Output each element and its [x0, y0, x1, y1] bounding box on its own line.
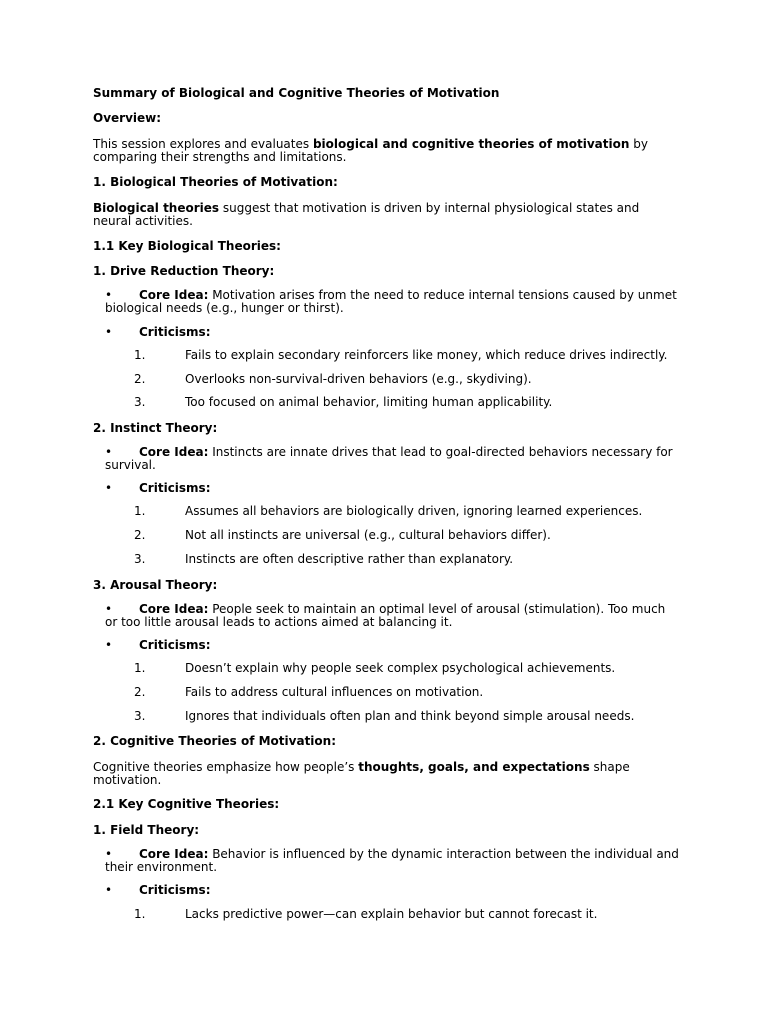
list-number: 2.	[134, 528, 146, 542]
criticism-item: Doesn’t explain why people seek complex psychological achievements.	[185, 661, 616, 675]
criticism-item: Ignores that individuals often plan and think beyond simple arousal needs.	[185, 709, 635, 723]
list-number: 1.	[134, 504, 146, 518]
list-number: 2.	[134, 685, 146, 699]
bullet-glyph: •	[105, 847, 113, 861]
criticism-item: Overlooks non-survival-driven behaviors (e.g., skydiving).	[185, 372, 532, 386]
criticism-item: Fails to explain secondary reinforcers like money, which reduce drives indirectly.	[185, 348, 668, 362]
criticism-item: Fails to address cultural influences on motivation.	[185, 685, 484, 699]
cognitive-intro-bold: thoughts, goals, and expectations	[358, 760, 590, 774]
core-idea-text: Motivation arises from the need to reduce internal tensions caused by unmet biological needs (e.g., hunger or thirst).	[105, 288, 677, 315]
bullet-glyph: •	[105, 325, 113, 339]
bullet-glyph: •	[105, 602, 113, 616]
list-number: 1.	[134, 661, 146, 675]
bullet-glyph: •	[105, 445, 113, 459]
document-title: Summary of Biological and Cognitive Theories of Motivation	[93, 86, 500, 100]
core-idea-label: Core Idea:	[139, 602, 209, 616]
overview-heading: Overview:	[93, 111, 162, 125]
cognitive-intro-paragraph	[93, 761, 673, 787]
subsection-heading-key-cognitive: 2.1 Key Cognitive Theories:	[93, 797, 280, 811]
biological-intro-bold: Biological theories	[93, 201, 220, 215]
list-number: 1.	[134, 348, 146, 362]
overview-text-end: by comparing their strengths and limitations.	[93, 137, 648, 164]
criticism-item: Assumes all behaviors are biologically driven, ignoring learned experiences.	[185, 504, 643, 518]
list-number: 3.	[134, 552, 146, 566]
criticisms-bullet	[105, 482, 680, 495]
biological-intro-text: suggest that motivation is driven by internal physiological states and neural activities.	[93, 201, 640, 228]
core-idea-label: Core Idea:	[139, 288, 209, 302]
theory-heading-drive-reduction: 1. Drive Reduction Theory:	[93, 264, 275, 278]
core-idea-bullet	[105, 848, 680, 874]
list-number: 3.	[134, 709, 146, 723]
core-idea-text: People seek to maintain an optimal level of arousal (stimulation). Too much or too little arousal leads to actions aimed at balancing it.	[105, 602, 666, 629]
criticisms-bullet	[105, 884, 680, 897]
criticisms-label: Criticisms:	[139, 481, 211, 495]
bullet-glyph: •	[105, 288, 113, 302]
criticism-item: Lacks predictive power—can explain behavior but cannot forecast it.	[185, 907, 598, 921]
overview-text-bold: biological and cognitive theories of motivation	[312, 137, 630, 151]
bullet-glyph: •	[105, 481, 113, 495]
section-heading-cognitive: 2. Cognitive Theories of Motivation:	[93, 734, 337, 748]
overview-text-start: This session explores and evaluates	[93, 137, 313, 151]
bullet-glyph: •	[105, 883, 113, 897]
cognitive-intro-text-start: Cognitive theories emphasize how people’s	[93, 760, 359, 774]
theory-heading-instinct: 2. Instinct Theory:	[93, 421, 218, 435]
criticism-item: Instincts are often descriptive rather than explanatory.	[185, 552, 514, 566]
core-idea-text: Instincts are innate drives that lead to goal-directed behaviors necessary for survival.	[105, 445, 673, 472]
core-idea-label: Core Idea:	[139, 847, 209, 861]
core-idea-bullet	[105, 289, 680, 315]
criticisms-label: Criticisms:	[139, 638, 211, 652]
core-idea-label: Core Idea:	[139, 445, 209, 459]
subsection-heading-key-biological: 1.1 Key Biological Theories:	[93, 239, 281, 253]
list-number: 1.	[134, 907, 146, 921]
list-number: 3.	[134, 395, 146, 409]
criticism-item: Not all instincts are universal (e.g., cultural behaviors differ).	[185, 528, 551, 542]
section-heading-biological: 1. Biological Theories of Motivation:	[93, 175, 338, 189]
criticisms-label: Criticisms:	[139, 883, 211, 897]
core-idea-bullet	[105, 603, 680, 629]
criticisms-bullet	[105, 326, 680, 339]
core-idea-bullet	[105, 446, 680, 472]
bullet-glyph: •	[105, 638, 113, 652]
overview-paragraph	[93, 138, 673, 164]
theory-heading-field: 1. Field Theory:	[93, 823, 200, 837]
criticism-item: Too focused on animal behavior, limiting human applicability.	[185, 395, 553, 409]
theory-heading-arousal: 3. Arousal Theory:	[93, 578, 218, 592]
list-number: 2.	[134, 372, 146, 386]
criticisms-bullet	[105, 639, 680, 652]
criticisms-label: Criticisms:	[139, 325, 211, 339]
biological-intro-paragraph	[93, 202, 673, 228]
core-idea-text: Behavior is influenced by the dynamic interaction between the individual and their environment.	[105, 847, 679, 874]
cognitive-intro-text-end: shape motivation.	[93, 760, 630, 787]
